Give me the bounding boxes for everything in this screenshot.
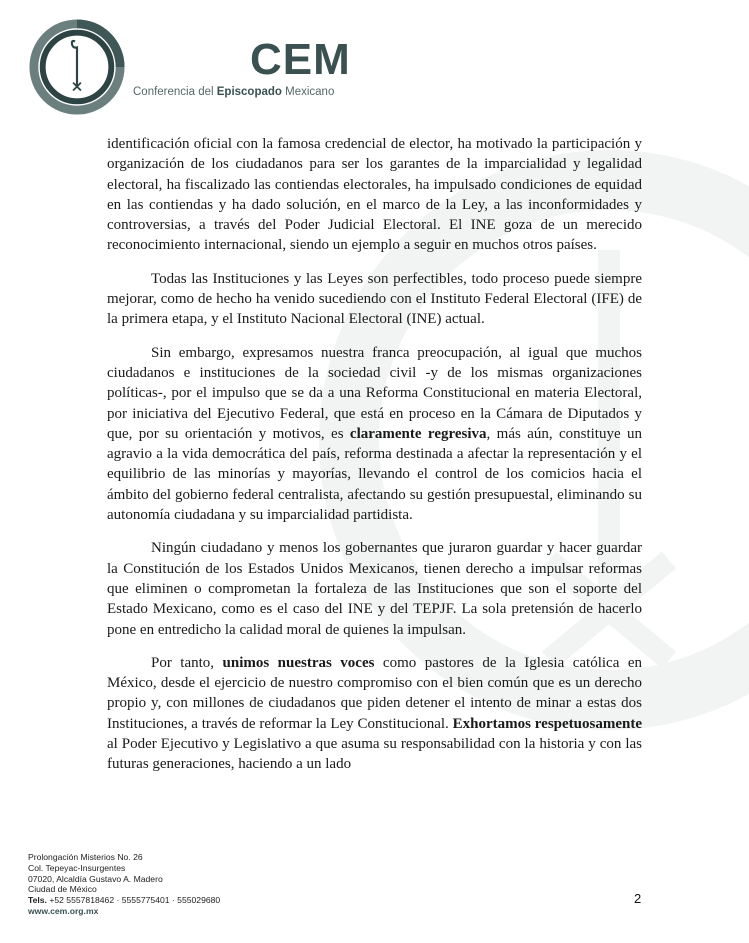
paragraph-2: Todas las Instituciones y las Leyes son perfectibles, todo proceso puede siempre mejorar, como de hecho ha venido sucediendo con el Instituto Federal Electoral (IFE) de la primera etapa, y el Instituto Nacional Electoral (INE) actual. [107, 270, 642, 328]
paragraph-4: Ningún ciudadano y menos los gobernantes que juraron guardar y hacer guardar la Constitución de los Estados Unidos Mexicanos, tienen derecho a impulsar reformas que eliminen o comprometan la fortaleza de las Instituciones que son el soporte del Estado Mexicano, como es el caso del INE y del TEPJF. La sola pretensión de hacerlo pone en entredicho la calidad moral de quienes la impulsan. [107, 540, 642, 638]
paragraph-1: identificación oficial con la famosa credencial de elector, ha motivado la participación y organización de los ciudadanos para ser los garantes de la imparcialidad y legalidad electoral, ha fiscalizado las contiendas electorales, ha impulsado condiciones de equidad en las contiendas y ha dado solución, en el marco de la Ley, a las inconformidades y controversias, a través del Poder Judicial Electoral. El INE goza de un merecido reconocimiento internacional, siendo un ejemplo a seguir en muchos otros países. [107, 136, 642, 254]
brand-subtitle [133, 86, 453, 98]
brand-subtitle-pre: Conferencia del [133, 86, 217, 98]
brand-logo-text: CEM [250, 35, 351, 84]
footer-line-3: 07020, Alcaldía Gustavo A. Madero [28, 873, 163, 884]
footer-website-link[interactable]: www.cem.org.mx [28, 905, 99, 916]
paragraph-5-text-a: Por tanto, [151, 654, 223, 671]
brand-subtitle-post: Mexicano [281, 86, 335, 98]
crosier-ring-emblem-icon [28, 18, 126, 116]
paragraph-5-emphasis-1: unimos nuestras voces [222, 654, 375, 671]
paragraph-5-text-b: como pastores de la Iglesia católica en México, desde el ejercicio de nuestro compromiso con el bien común que es un derecho propio y, con millones de ciudadanos que piden detener el intento de minar a estas dos Instituciones, a través de reformar la Ley Constitucional. [107, 654, 642, 732]
footer-phones [28, 895, 220, 906]
footer-line-2: Col. Tepeyac-Insurgentes [28, 862, 126, 873]
brand-block [133, 35, 351, 98]
paragraph-5-emphasis-2: Exhortamos respetuosamente [452, 715, 643, 732]
footer-line-1: Prolongación Misterios No. 26 [28, 852, 143, 862]
brand-subtitle-bold: Episcopado [216, 86, 282, 98]
paragraph-5 [107, 653, 642, 775]
paragraph-3 [107, 343, 642, 526]
page-number: 2 [634, 891, 642, 906]
paragraph-5-text-c: al Poder Ejecutivo y Legislativo a que asuma su responsabilidad con la historia y con las futuras generaciones, haciendo a un lado [107, 736, 642, 773]
paragraph-3-text-a: Sin embargo, expresamos nuestra franca preocupación, al igual que muchos ciudadanos e instituciones de la sociedad civil -y de los mismas organizaciones políticas-, por el impulso que se da a una Reforma Constitucional en materia Electoral, por iniciativa del Ejecutivo Federal, que está en proceso en la Cámara de Diputados y que, por su orientación y motivos, es [107, 344, 642, 442]
footer-phones-value: +52 5557818462 · 5555775401 · 555029680 [46, 895, 221, 906]
footer-phones-label: Tels. [28, 895, 47, 906]
footer-address [28, 852, 220, 917]
footer-line-4: Ciudad de México [28, 884, 97, 895]
letter-body [107, 134, 642, 788]
paragraph-3-text-b: , más aún, constituye un agravio a la vida democrática del país, reforma destinada a afectar la representación y el equilibrio de las minorías y mayorías, llevando el control de los comicios hacia el ámbito del gobierno federal centralista, afectando su gestión presupuestal, eliminando su autonomía ciudadana y su imparcialidad partidista. [107, 425, 643, 524]
paragraph-3-emphasis: claramente regresiva [349, 425, 487, 442]
